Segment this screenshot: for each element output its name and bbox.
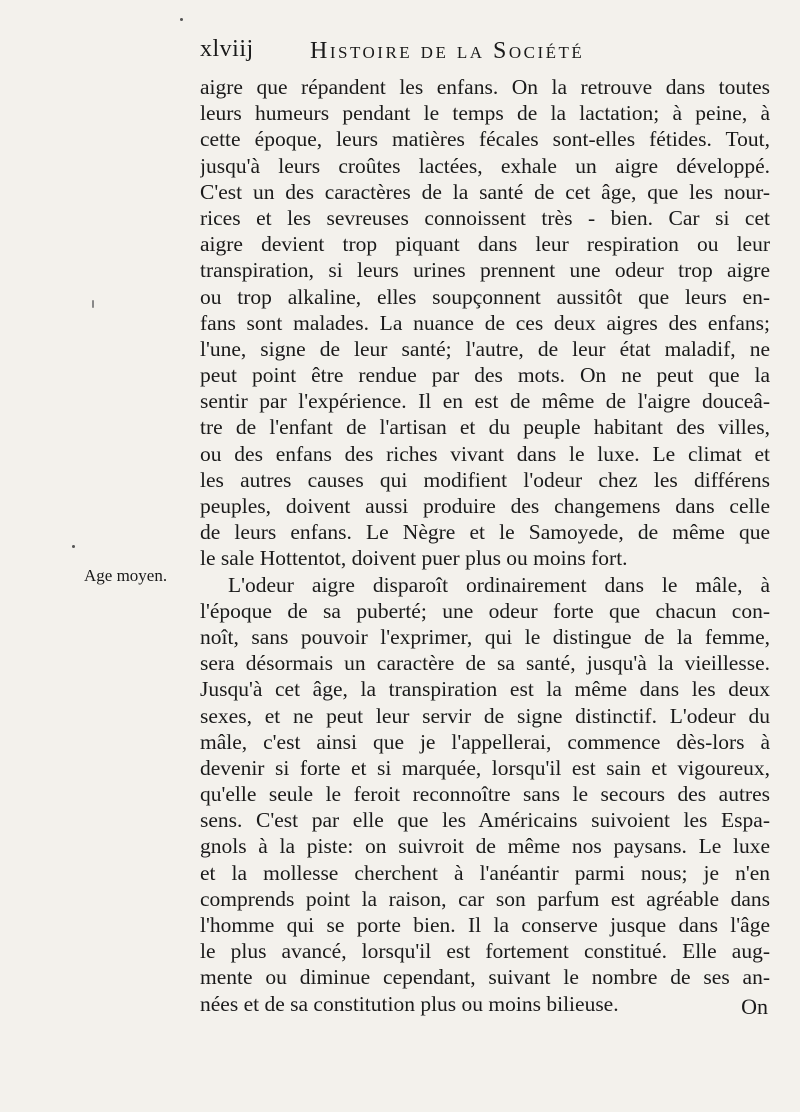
text-line: comprends point la raison, car son parfum est agréable dans: [200, 886, 770, 911]
catchword: On: [741, 994, 768, 1019]
text-line: transpiration, si leurs urines prennent une odeur trop aigre: [200, 258, 770, 283]
text-line: l'une, signe de leur santé; l'autre, de leur état maladif, ne: [200, 336, 770, 361]
text-line: mente ou diminue cependant, suivant le nombre de ses an-: [200, 965, 770, 990]
text-line: devenir si forte et si marquée, lorsqu'il est sain et vigoureux,: [200, 755, 770, 780]
text-line: rices et les sevreuses connoissent très - bien. Car si cet: [200, 205, 770, 230]
paragraph-2: [200, 572, 770, 1017]
text-line: noît, sans pouvoir l'exprimer, qui le distingue de la femme,: [200, 624, 770, 649]
text-line: C'est un des caractères de la santé de cet âge, que les nour-: [200, 179, 770, 204]
ink-speck: [92, 300, 94, 308]
text-line: sens. C'est par elle que les Américains suivoient les Espa-: [200, 808, 770, 833]
ink-speck: [72, 545, 75, 548]
text-line: le plus avancé, lorsqu'il est fortement constitué. Elle aug-: [200, 939, 770, 964]
page-number: xlviij: [200, 36, 254, 62]
text-line: L'odeur aigre disparoît ordinairement dans le mâle, à: [228, 572, 770, 597]
text-line: gnols à la piste: on suivroit de même nos paysans. Le luxe: [200, 834, 770, 859]
text-line: aigre que répandent les enfans. On la retrouve dans toutes: [200, 75, 770, 99]
body-text: [200, 74, 770, 1017]
text-line: les autres causes qui modifient l'odeur chez les différens: [200, 467, 770, 492]
text-line: peuples, doivent aussi produire des changemens dans celle: [200, 494, 770, 518]
paragraph-1: [200, 74, 770, 572]
text-line: et la mollesse cherchent à l'anéantir parmi nous; je n'en: [200, 860, 770, 885]
text-line: ou des enfans des riches vivant dans le luxe. Le climat et: [200, 441, 770, 466]
text-line: jusqu'à leurs croûtes lactées, exhale un aigre développé.: [200, 153, 770, 178]
text-line: leurs humeurs pendant le temps de la lactation; à peine, à: [200, 101, 770, 126]
page-header: [200, 36, 770, 70]
text-line: l'homme qui se porte bien. Il la conserve jusque dans l'âge: [200, 913, 770, 937]
text-line: sentir par l'expérience. Il en est de même de l'aigre douceâ-: [200, 389, 770, 414]
text-line: Jusqu'à cet âge, la transpiration est la même dans les deux: [200, 677, 770, 702]
running-title: Histoire de la Société: [310, 38, 585, 64]
text-line: fans sont malades. La nuance de ces deux aigres des enfans;: [200, 310, 770, 335]
margin-note: Age moyen.: [84, 566, 168, 585]
text-line: peut point être rendue par des mots. On ne peut que la: [200, 363, 770, 388]
text-line: tre de l'enfant de l'artisan et du peuple habitant des villes,: [200, 415, 770, 440]
text-line: le sale Hottentot, doivent puer plus ou moins fort.: [200, 546, 628, 571]
ink-speck: [180, 18, 183, 21]
text-line: mâle, c'est ainsi que je l'appellerai, commence dès-lors à: [200, 729, 770, 754]
text-line: ou trop alkaline, elles soupçonnent aussitôt que leurs en-: [200, 284, 770, 309]
text-line: cette époque, leurs matières fécales sont-elles fétides. Tout,: [200, 127, 770, 152]
text-line: nées et de sa constitution plus ou moins bilieuse.: [200, 991, 619, 1016]
text-line: de leurs enfans. Le Nègre et le Samoyede, de même que: [200, 520, 770, 545]
text-line: sexes, et ne peut leur servir de signe distinctif. L'odeur du: [200, 703, 770, 728]
text-line: sera désormais un caractère de sa santé, jusqu'à la vieillesse.: [200, 651, 770, 676]
text-line: l'époque de sa puberté; une odeur forte que chacun con-: [200, 598, 770, 623]
text-line: aigre devient trop piquant dans leur respiration ou leur: [200, 232, 770, 257]
text-line: qu'elle seule le feroit reconnoître sans le secours des autres: [200, 782, 770, 807]
